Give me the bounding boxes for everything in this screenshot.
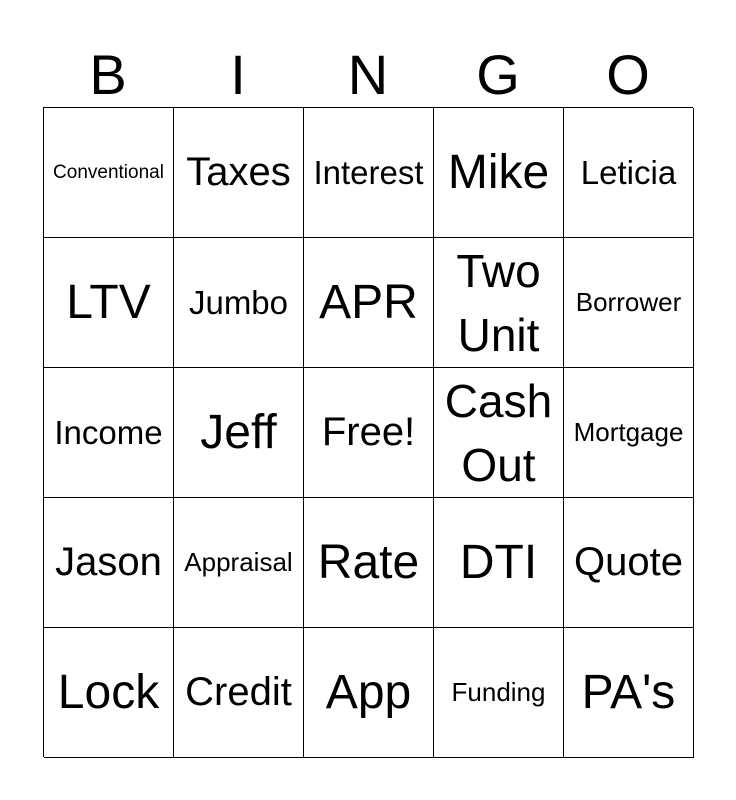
bingo-cell[interactable] (174, 108, 304, 238)
bingo-cell[interactable] (174, 628, 304, 758)
bingo-cell[interactable] (434, 498, 564, 628)
bingo-cell[interactable] (564, 498, 694, 628)
bingo-cell[interactable] (44, 498, 174, 628)
header-letter-b: B (89, 43, 127, 106)
cell-label: Lock (57, 666, 160, 719)
bingo-cell[interactable] (434, 368, 564, 498)
cell-label: Conventional (53, 161, 164, 183)
cell-label: Mortgage (573, 417, 684, 447)
cell-label: Appraisal (184, 547, 293, 577)
cell-label: Quote (574, 540, 683, 584)
header-letter-o: O (606, 43, 650, 106)
bingo-cell[interactable] (304, 108, 434, 238)
bingo-cell[interactable] (434, 238, 564, 368)
header-letter-i: I (230, 43, 246, 106)
bingo-cell[interactable] (434, 108, 564, 238)
cell-label: Interest (313, 153, 424, 191)
free-space-cell[interactable] (304, 368, 434, 498)
cell-label: Two Unit (456, 244, 541, 361)
bingo-board (43, 107, 693, 757)
cell-label: Cash Out (444, 374, 553, 491)
cell-label: Funding (451, 677, 546, 707)
bingo-cell[interactable] (434, 628, 564, 758)
cell-label: Credit (185, 670, 292, 714)
bingo-cell[interactable] (174, 238, 304, 368)
cell-label: Mike (447, 146, 550, 199)
bingo-cell[interactable] (564, 628, 694, 758)
cell-label: Jumbo (188, 283, 289, 321)
cell-label: APR (319, 276, 418, 329)
bingo-cell[interactable] (174, 368, 304, 498)
bingo-cell[interactable] (564, 108, 694, 238)
bingo-cell[interactable] (44, 368, 174, 498)
header-letter-g: G (476, 43, 520, 106)
cell-label: Jeff (200, 406, 277, 459)
bingo-cell[interactable] (564, 368, 694, 498)
cell-label: Borrower (575, 287, 682, 317)
cell-label: Taxes (186, 150, 291, 194)
cell-label: Income (54, 413, 163, 451)
cell-label: Rate (317, 536, 420, 589)
bingo-cell[interactable] (44, 238, 174, 368)
cell-label: Jason (55, 540, 162, 584)
cell-label: DTI (459, 536, 538, 589)
free-space-label: Free! (321, 410, 416, 454)
cell-label: Leticia (580, 153, 677, 191)
bingo-cell[interactable] (44, 108, 174, 238)
bingo-cell[interactable] (304, 238, 434, 368)
bingo-cell[interactable] (174, 498, 304, 628)
bingo-cell[interactable] (564, 238, 694, 368)
bingo-cell[interactable] (44, 628, 174, 758)
cell-label: PA's (581, 666, 676, 719)
cell-label: App (325, 666, 412, 719)
bingo-cell[interactable] (304, 498, 434, 628)
header-letter-n: N (347, 43, 389, 106)
cell-label: LTV (66, 276, 151, 329)
bingo-header (43, 42, 693, 108)
bingo-cell[interactable] (304, 628, 434, 758)
